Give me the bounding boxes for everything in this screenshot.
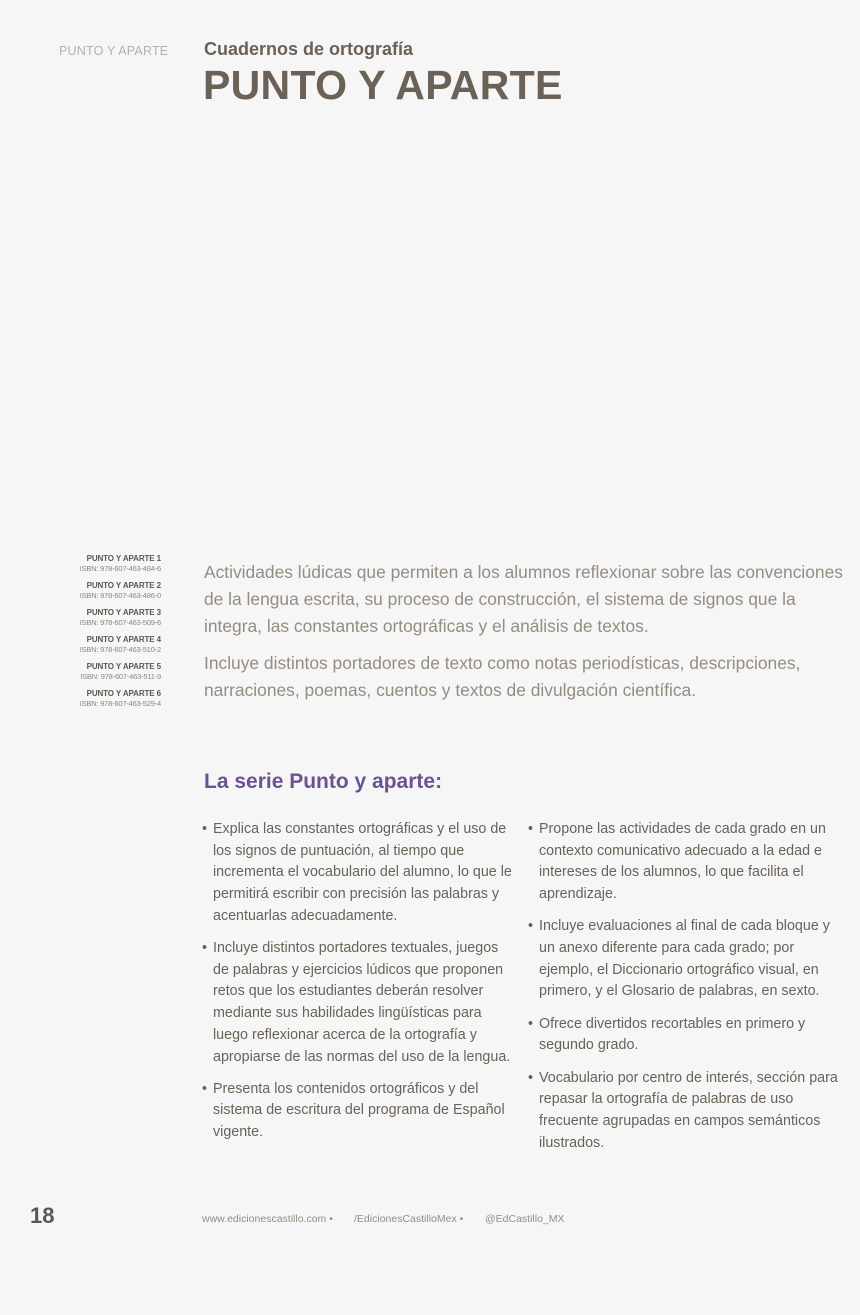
isbn-book-name: PUNTO Y APARTE 4	[86, 635, 161, 644]
isbn-item	[40, 554, 161, 581]
feature-bullet: • Incluye distintos portadores textuales, juegos de palabras y ejercicios lúdicos que proponen retos que los estudiantes deberán resolver mediante sus habilidades lingüísticas para luego reflexionar acerca de la ortografía y apropiarse de las normas del uso de la lengua.	[202, 938, 512, 1068]
intro-paragraph: Incluye distintos portadores de texto como notas periodísticas, descripciones, narraciones, poemas, cuentos y textos de divulgación científica.	[204, 653, 801, 700]
series-title: PUNTO Y APARTE	[203, 62, 563, 108]
features-left-column	[202, 819, 512, 1154]
isbn-code: ISBN: 978-607-463-509-6	[79, 618, 161, 627]
intro-paragraph: Actividades lúdicas que permiten a los alumnos reflexionar sobre las convenciones de la lengua escrita, su proceso de construcción, el sistema de signos que la integra, las constantes ortográficas y el análisis de textos.	[204, 562, 843, 636]
page-number: 18	[30, 1203, 55, 1228]
feature-bullet: • Ofrece divertidos recortables en primero y segundo grado.	[528, 1014, 848, 1057]
features-right-column	[528, 819, 848, 1165]
isbn-item	[40, 689, 161, 716]
isbn-book-name: PUNTO Y APARTE 5	[86, 662, 161, 671]
isbn-item	[40, 662, 161, 689]
intro-text	[204, 559, 844, 714]
footer-links	[202, 1213, 565, 1225]
feature-bullet: • Propone las actividades de cada grado en un contexto comunicativo adecuado a la edad e intereses de los alumnos, lo que facilita el aprendizaje.	[528, 819, 848, 906]
isbn-code: ISBN: 978-607-463-529-4	[79, 699, 161, 708]
running-head: PUNTO Y APARTE	[59, 44, 169, 58]
feature-bullet: • Presenta los contenidos ortográficos y del sistema de escritura del programa de Español vigente.	[202, 1079, 512, 1144]
section-heading: La serie Punto y aparte:	[204, 770, 443, 793]
feature-bullet: • Explica las constantes ortográficas y el uso de los signos de puntuación, al tiempo que incrementa el vocabulario del alumno, lo que le permitirá escribir con precisión las palabras y acentuarlas adecuadamente.	[202, 819, 512, 928]
feature-bullet: • Incluye evaluaciones al final de cada bloque y un anexo diferente para cada grado; por ejemplo, el Diccionario ortográfico visual, en primero, y el Glosario de palabras, en sexto.	[528, 916, 848, 1003]
isbn-code: ISBN: 978-607-463-486-0	[79, 591, 161, 600]
isbn-book-name: PUNTO Y APARTE 6	[86, 689, 161, 698]
series-subtitle: Cuadernos de ortografía	[204, 39, 414, 59]
isbn-list	[40, 554, 161, 716]
twitter-link[interactable]: @EdCastillo_MX	[485, 1213, 565, 1225]
isbn-code: ISBN: 978-607-463-511-9	[80, 672, 161, 681]
isbn-book-name: PUNTO Y APARTE 3	[86, 608, 161, 617]
isbn-item	[40, 608, 161, 635]
isbn-book-name: PUNTO Y APARTE 2	[86, 581, 161, 590]
facebook-link[interactable]: /EdicionesCastilloMex •	[354, 1213, 464, 1225]
isbn-code: ISBN: 978-607-463-510-2	[79, 645, 161, 654]
isbn-book-name: PUNTO Y APARTE 1	[86, 554, 161, 563]
website-link[interactable]: www.edicionescastillo.com •	[202, 1213, 333, 1225]
isbn-item	[40, 581, 161, 608]
isbn-item	[40, 635, 161, 662]
feature-bullet: • Vocabulario por centro de interés, sección para repasar la ortografía de palabras de uso frecuente agrupadas en campos semánticos ilustrados.	[528, 1068, 848, 1155]
isbn-code: ISBN: 978-607-463-484-6	[79, 564, 161, 573]
